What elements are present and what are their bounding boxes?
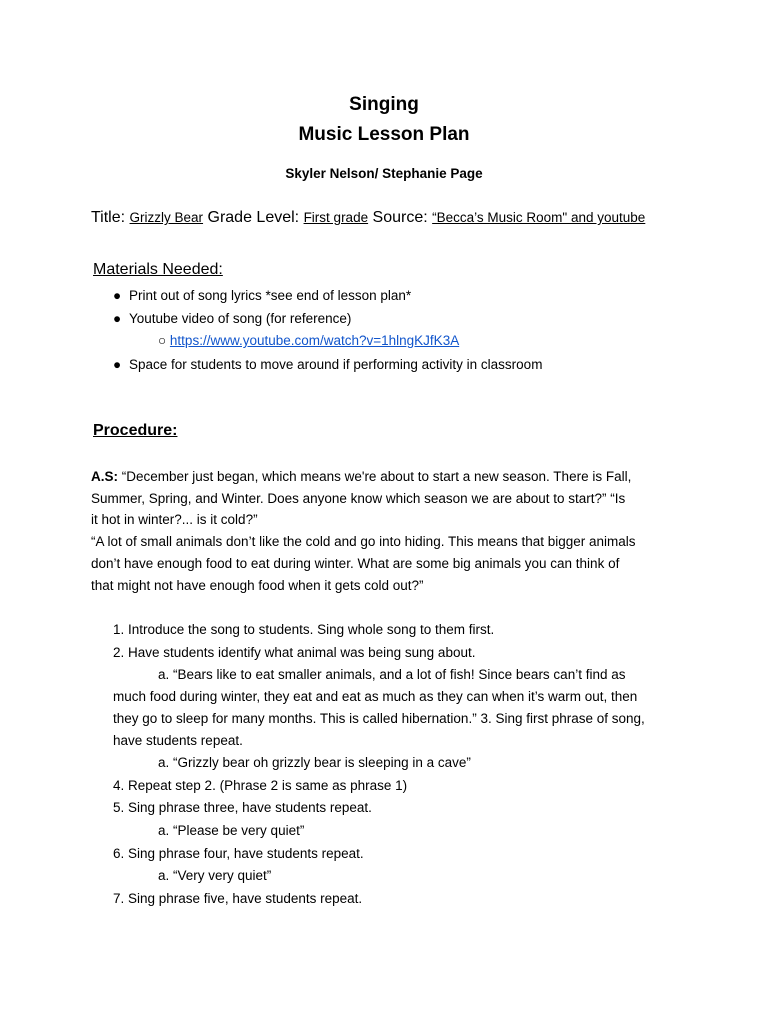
source-label: Source:: [372, 209, 428, 226]
procedure-step-cont: they go to sleep for many months. This is called hibernation.” 3. Sing first phrase of song,: [113, 711, 645, 726]
procedure-substep: a. “Grizzly bear oh grizzly bear is sleeping in a cave”: [158, 755, 471, 770]
bullet-icon: ●: [113, 357, 122, 372]
procedure-heading: Procedure:: [93, 422, 178, 439]
as-label: A.S:: [91, 469, 118, 484]
anticipatory-set: A.S: “December just began, which means we're about to start a new season. There is Fall, Summer, Spring, and Winter. Does anyone know which season we are about to start?” “Is it hot in winter?... is it cold?” “A lot of small animals don’t like the cold and go into hiding. This means that bigger animals don’t have enough food to eat during winter. What are some big animals you can think of that might not have enough food when it gets cold out?”: [91, 469, 636, 593]
procedure-step: 2. Have students identify what animal was being sung about.: [113, 645, 476, 660]
source-value: “Becca’s Music Room" and youtube: [432, 210, 646, 225]
bullet-icon: ●: [113, 311, 122, 326]
procedure-substep: a. “Bears like to eat smaller animals, and a lot of fish! Since bears can’t find as: [158, 667, 626, 682]
grade-label: Grade Level:: [207, 209, 300, 226]
page-subtitle: Music Lesson Plan: [298, 124, 470, 145]
circle-bullet-icon: ○: [158, 333, 167, 348]
title-value: Grizzly Bear: [129, 210, 204, 225]
procedure-step: 5. Sing phrase three, have students repeat.: [113, 800, 372, 815]
procedure-step: 4. Repeat step 2. (Phrase 2 is same as phrase 1): [113, 778, 408, 793]
list-item: ● Youtube video of song (for reference): [113, 311, 352, 326]
list-item: ● Space for students to move around if performing activity in classroom: [113, 357, 543, 372]
procedure-step: 7. Sing phrase five, have students repeat.: [113, 891, 363, 906]
grade-value: First grade: [303, 210, 369, 225]
authors: Skyler Nelson/ Stephanie Page: [285, 166, 483, 181]
procedure-substep: a. “Very very quiet”: [158, 868, 272, 883]
title-label: Title:: [91, 209, 126, 226]
list-item: ● Print out of song lyrics *see end of lesson plan*: [113, 288, 412, 303]
materials-heading: Materials Needed:: [93, 261, 223, 278]
bullet-icon: ●: [113, 288, 122, 303]
lesson-meta: [91, 209, 645, 227]
page-title: Singing: [349, 94, 419, 115]
procedure-step-cont: much food during winter, they eat and eat as much as they can when it’s warm out, then: [113, 689, 638, 704]
list-subitem: [158, 333, 459, 348]
procedure-step: 1. Introduce the song to students. Sing whole song to them first.: [113, 622, 495, 637]
procedure-substep: a. “Please be very quiet”: [158, 823, 305, 838]
procedure-step-cont: have students repeat.: [113, 733, 243, 748]
youtube-link[interactable]: https://www.youtube.com/watch?v=1hlngKJfK3A: [169, 333, 460, 348]
procedure-step: 6. Sing phrase four, have students repeat.: [113, 846, 364, 861]
